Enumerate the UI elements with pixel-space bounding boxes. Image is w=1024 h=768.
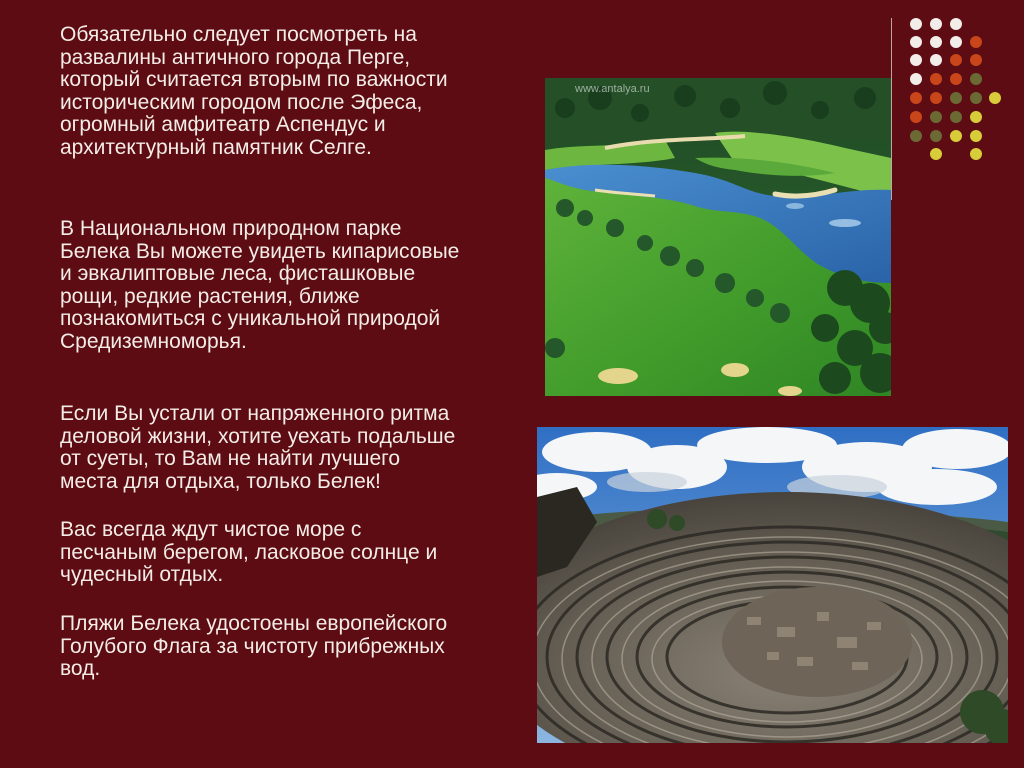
decorative-dot-grid <box>903 17 1023 167</box>
amphitheatre-photo <box>537 427 1008 743</box>
decorative-divider-line <box>891 18 892 200</box>
paragraph-perge: Обязательно следует посмотреть на развалины античного города Перге, который считается вторым по важности историческим городом после Эфеса, огромный амфитеатр Аспендус и архитектурный памятник Селге. <box>60 23 448 159</box>
paragraph-rest: Если Вы устали от напряженного ритма деловой жизни, хотите уехать подальше от суеты, то Вам не найти лучшего места для отдыха, только Белек! <box>60 402 456 493</box>
paragraph-sea: Вас всегда ждут чистое море с песчаным берегом, ласковое солнце и чудесный отдых. <box>60 518 438 586</box>
golf-photo-watermark: www.antalya.ru <box>575 83 650 95</box>
paragraph-blue-flag: Пляжи Белека удостоены европейского Голубого Флага за чистоту прибрежных вод. <box>60 612 448 680</box>
golf-course-photo <box>545 78 891 396</box>
paragraph-belek-park: В Национальном природном парке Белека Вы можете увидеть кипарисовые и эвкалиптовые леса, фисташковые рощи, редкие растения, ближе познакомиться с уникальной природой Средиземноморья. <box>60 217 460 353</box>
